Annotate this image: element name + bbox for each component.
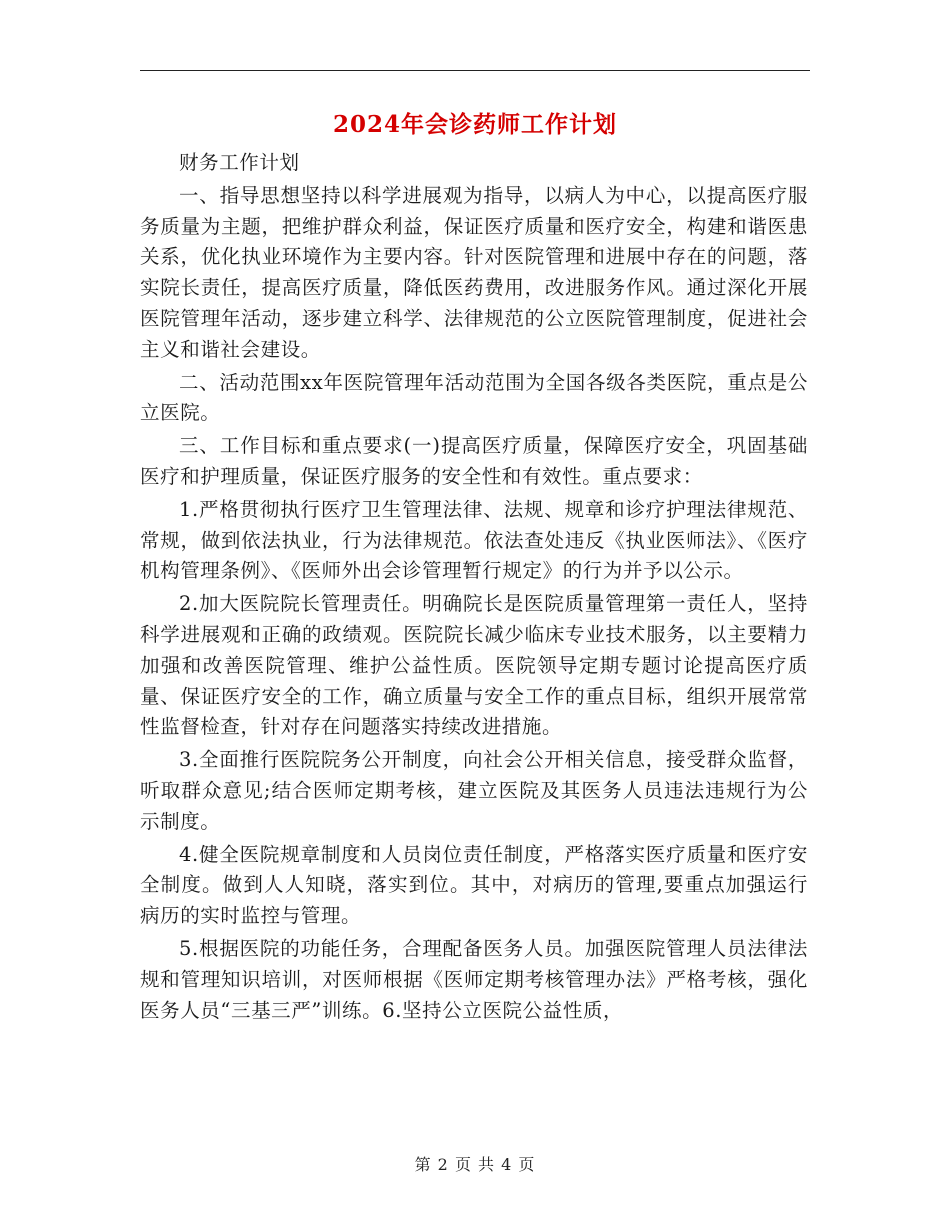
page-number: 第 2 页 共 4 页: [414, 1155, 536, 1174]
paragraph: 1.严格贯彻执行医疗卫生管理法律、法规、规章和诊疗护理法律规范、常规，做到依法执业，行为法律规范。依法查处违反《执业医师法》、《医疗机构管理条例》、《医师外出会诊管理暂行规定》的行为并予以公示。: [140, 497, 808, 583]
paragraph: 3.全面推行医院院务公开制度，向社会公开相关信息，接受群众监督，听取群众意见;结合医师定期考核，建立医院及其医务人员违法违规行为公示制度。: [140, 748, 808, 833]
header-rule: [140, 70, 810, 71]
paragraph: 三、工作目标和重点要求(一)提高医疗质量，保障医疗安全，巩固基础医疗和护理质量，保证医疗服务的安全性和有效性。重点要求：: [140, 434, 808, 488]
paragraph: 4.健全医院规章制度和人员岗位责任制度，严格落实医疗质量和医疗安全制度。做到人人知晓，落实到位。其中，对病历的管理,要重点加强运行病历的实时监控与管理。: [140, 842, 808, 928]
paragraph: 5.根据医院的功能任务，合理配备医务人员。加强医院管理人员法律法规和管理知识培训，对医师根据《医师定期考核管理办法》严格考核，强化医务人员“三基三严”训练。6.坚持公立医院公益性质，: [140, 936, 808, 1022]
page-footer: [0, 1152, 950, 1175]
paragraph: 二、活动范围xx年医院管理年活动范围为全国各级各类医院，重点是公立医院。: [140, 370, 808, 425]
paragraph: 一、指导思想坚持以科学进展观为指导，以病人为中心，以提高医疗服务质量为主题，把维护群众利益，保证医疗质量和医疗安全，构建和谐医患关系，优化执业环境作为主要内容。针对医院管理和进展中存在的问题，落实院长责任，提高医疗质量，降低医药费用，改进服务作风。通过深化开展医院管理年活动，逐步建立科学、法律规范的公立医院管理制度，促进社会主义和谐社会建设。: [140, 183, 808, 361]
document-title: 2024年会诊药师工作计划: [332, 111, 617, 138]
document-body: [140, 148, 808, 1028]
paragraph: 2.加大医院院长管理责任。明确院长是医院质量管理第一责任人，坚持科学进展观和正确的政绩观。医院院长减少临床专业技术服务，以主要精力加强和改善医院管理、维护公益性质。医院领导定期专题讨论提高医疗质量、保证医疗安全的工作，确立质量与安全工作的重点目标，组织开展常常性监督检查，针对存在问题落实持续改进措施。: [140, 592, 808, 739]
paragraph-heading: 财务工作计划: [179, 151, 300, 174]
